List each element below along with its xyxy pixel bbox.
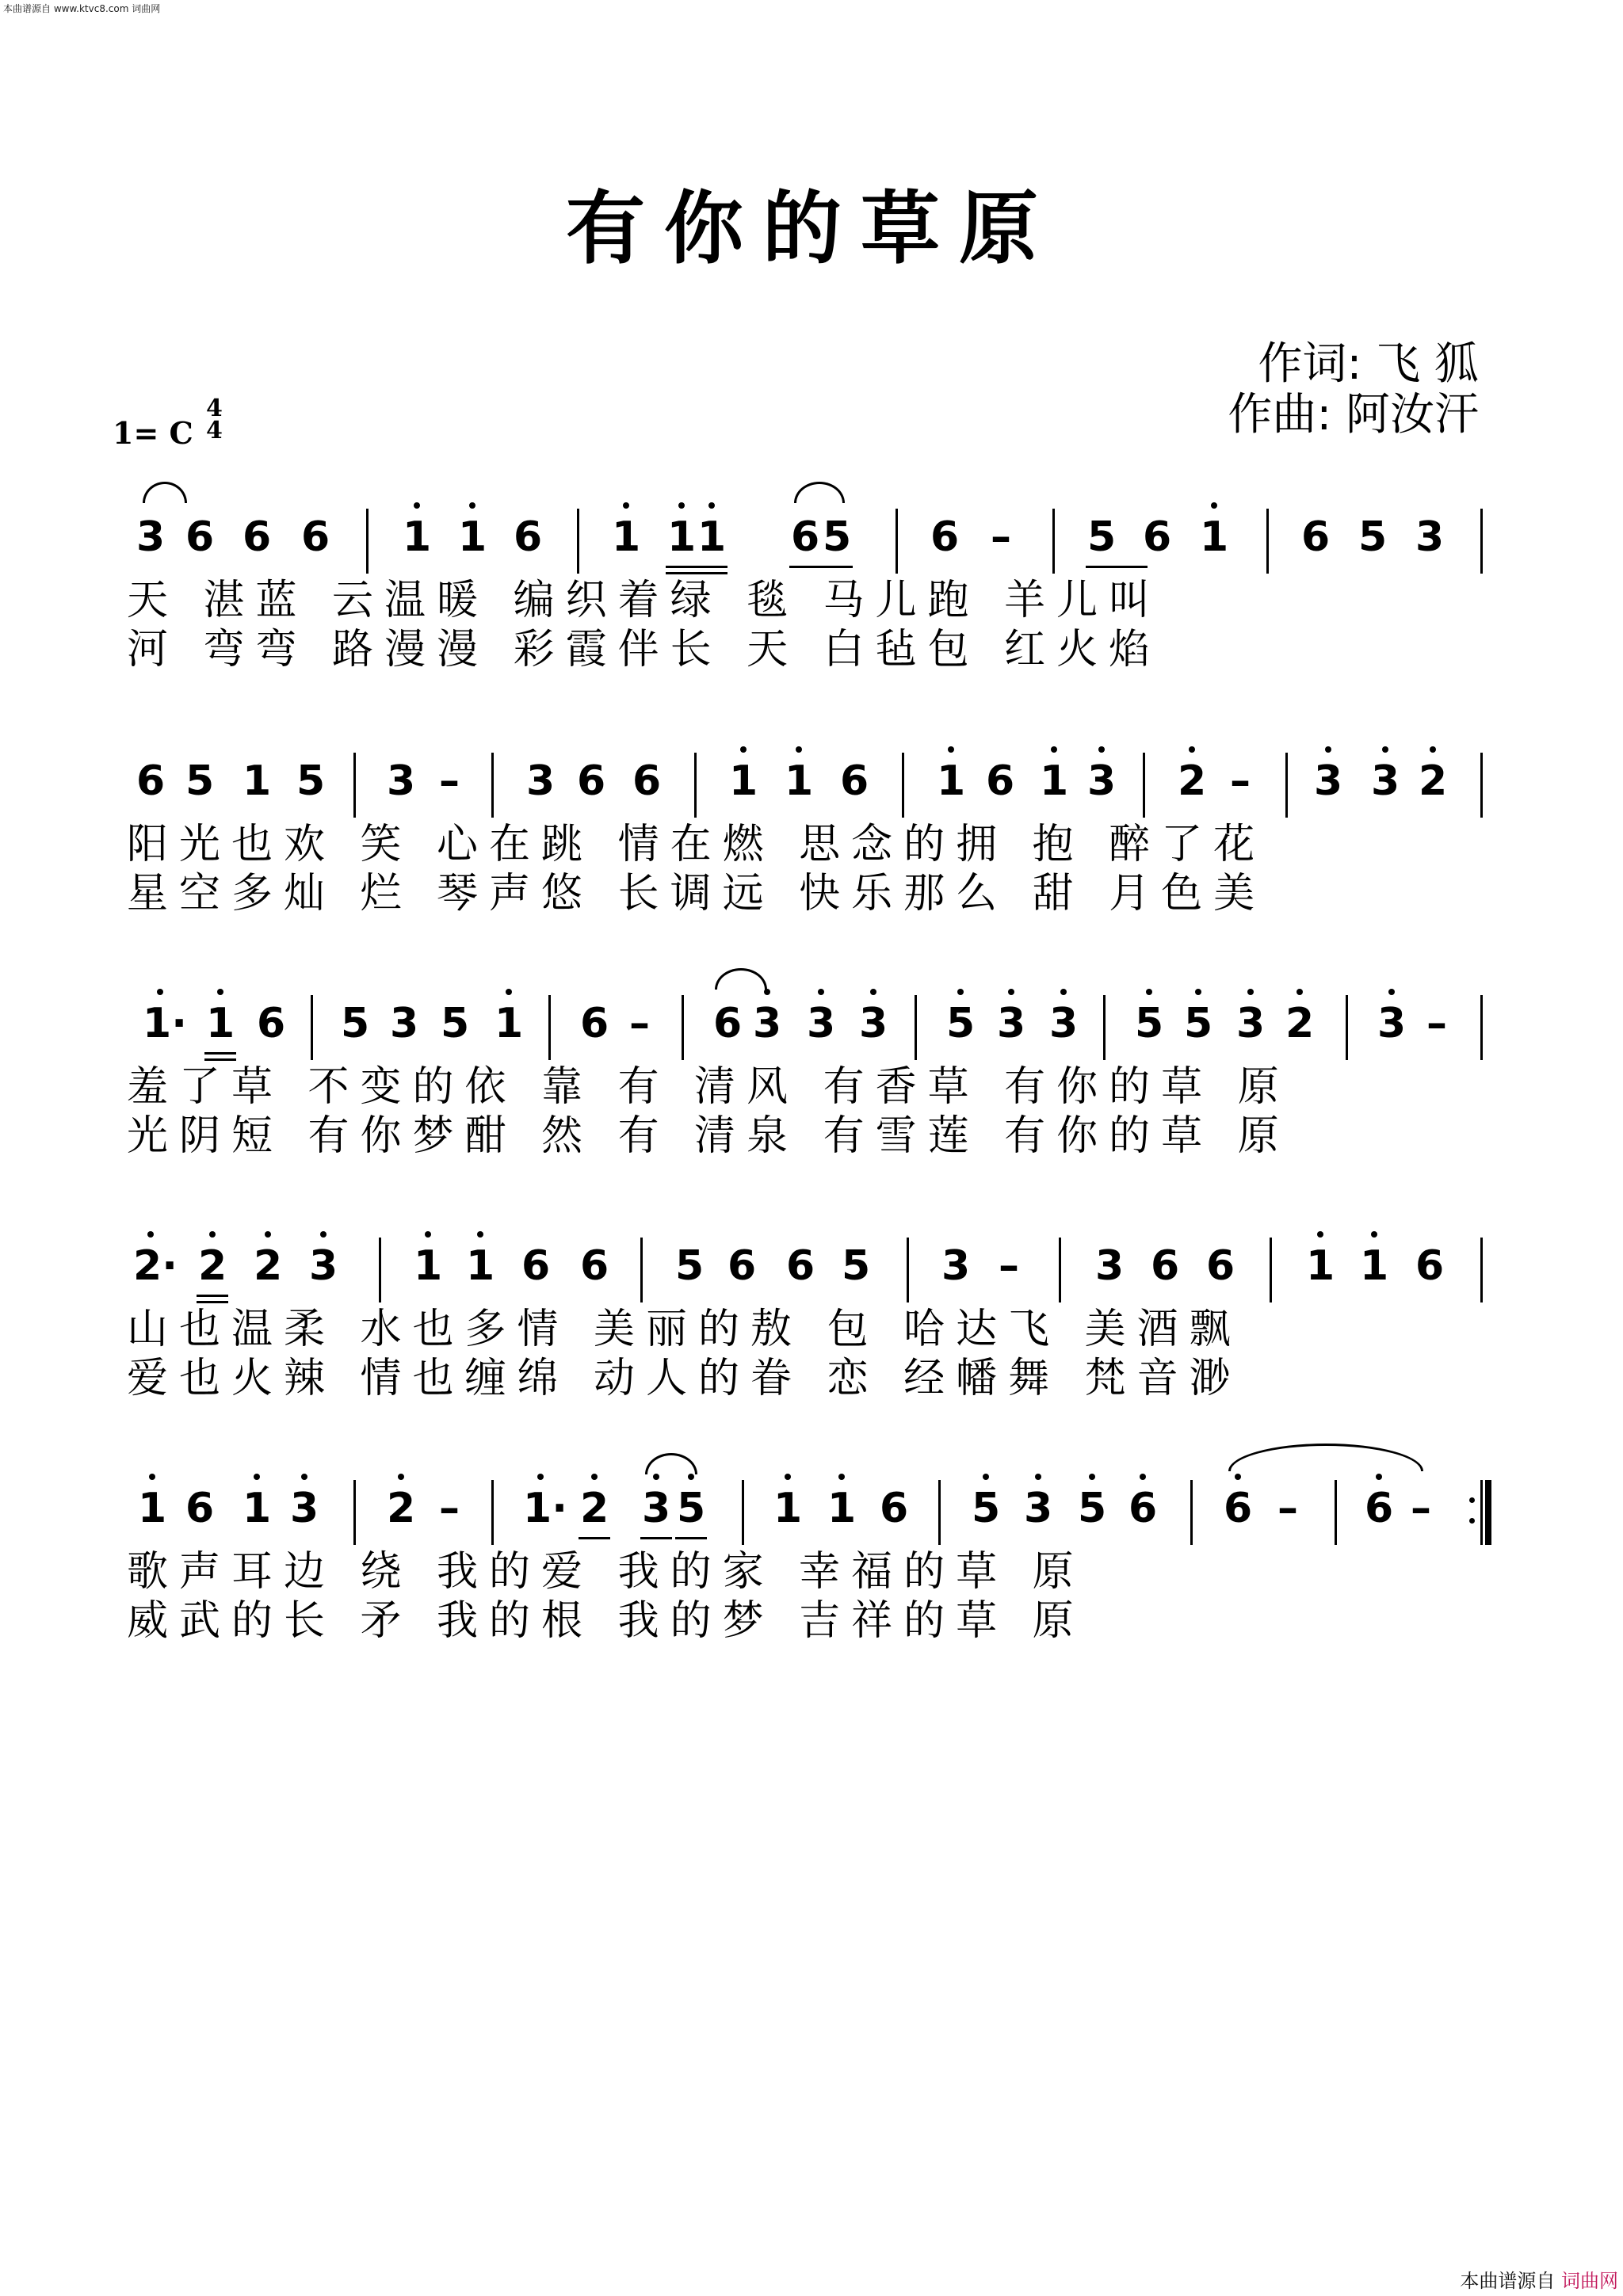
lyricist-credit: 作词: 飞 狐 (1258, 338, 1479, 390)
note: 5 (441, 1000, 470, 1047)
note: 3 (859, 1000, 888, 1047)
lyrics-verse-1: 歌声耳边 绕 我的爱 我的家 幸福的草 原 (127, 1548, 1085, 1596)
note: – (1277, 1485, 1298, 1532)
note: 1 (414, 1242, 442, 1290)
barline (311, 995, 313, 1060)
lyrics-verse-2: 星空多灿 烂 琴声悠 长调远 快乐那么 甜 月色美 (127, 870, 1266, 917)
note: 5 (185, 757, 215, 805)
note: 6 (713, 1000, 743, 1047)
note: 3 (1377, 1000, 1406, 1047)
barline (682, 995, 684, 1060)
note: 1 (242, 1485, 271, 1532)
note: 6 (880, 1485, 909, 1532)
score-line-5 (127, 1485, 1484, 1722)
note: 1 (458, 513, 487, 561)
note: 3 (1024, 1485, 1052, 1532)
note: 6 (1128, 1485, 1157, 1532)
barline (1270, 1238, 1272, 1302)
note: 6 (136, 757, 166, 805)
note: 2 (198, 1242, 227, 1290)
note: – (439, 1485, 460, 1532)
note: 5 (677, 1485, 705, 1532)
note: 1 (667, 513, 696, 561)
lyrics-verse-2: 河 弯弯 路漫漫 彩霞伴长 天 白毡包 红火焰 (127, 626, 1162, 673)
note: 2 (580, 1485, 609, 1532)
note: 6 (791, 513, 819, 561)
note: 3 (941, 1242, 971, 1290)
note: 1 (138, 1485, 166, 1532)
note: 1 (729, 757, 758, 805)
note: 5 (675, 1242, 705, 1290)
note: – (1426, 1000, 1447, 1047)
barline (896, 509, 898, 574)
note: 6 (786, 1242, 815, 1290)
barline (902, 753, 904, 818)
note: 1 (1306, 1242, 1335, 1290)
note: 1 (937, 757, 965, 805)
note: 3 (1236, 1000, 1265, 1047)
note: 1 (785, 757, 813, 805)
footer-source-tag (1460, 2265, 1618, 2293)
note: 3 (290, 1485, 319, 1532)
barline (1103, 995, 1106, 1060)
note: – (991, 513, 1011, 561)
barline (1059, 1238, 1061, 1302)
note: 2 (1285, 1000, 1314, 1047)
song-title: 有你的草原 (566, 181, 1057, 275)
note: 1 (1200, 513, 1228, 561)
note: 3 (1314, 757, 1342, 805)
note: 6 (521, 1242, 551, 1290)
note: – (1411, 1485, 1431, 1532)
note: 6 (257, 1000, 286, 1047)
note: 2 (254, 1242, 282, 1290)
note: 6 (301, 513, 330, 561)
note: 1 (1040, 757, 1068, 805)
barline (1480, 995, 1483, 1060)
note: – (1230, 757, 1251, 805)
note: 1 (1360, 1242, 1388, 1290)
note: 1 · (143, 1000, 187, 1047)
note: – (999, 1242, 1019, 1290)
note: 1 (242, 757, 272, 805)
note: 1 (403, 513, 431, 561)
note: 6 (1301, 513, 1331, 561)
barline (491, 753, 494, 818)
barline (1285, 753, 1288, 818)
note: 5 (972, 1485, 1000, 1532)
note: 2 (1419, 757, 1447, 805)
barline (353, 753, 356, 818)
slur (794, 482, 845, 503)
note: 2 · (133, 1242, 178, 1290)
note: 6 (1151, 1242, 1180, 1290)
note: 6 (514, 513, 543, 561)
note: 6 (1365, 1485, 1393, 1532)
score-line-2 (127, 757, 1484, 995)
barline (1480, 509, 1483, 574)
note: 3 (1415, 513, 1445, 561)
footer-tag-text: 本曲谱源自 (1460, 2270, 1556, 2292)
note: 3 (387, 757, 416, 805)
barline (915, 995, 917, 1060)
note: 6 (1143, 513, 1172, 561)
repeat-end-barline (1480, 1480, 1488, 1545)
note: 6 (727, 1242, 757, 1290)
note: 1 (697, 513, 726, 561)
score-line-1 (127, 513, 1484, 751)
note: 6 (840, 757, 869, 805)
time-top: 4 (206, 395, 223, 422)
note: 3 (1371, 757, 1400, 805)
note: 6 (242, 513, 272, 561)
note: 1 (773, 1485, 802, 1532)
note: 5 (823, 513, 851, 561)
note: 5 (296, 757, 326, 805)
footer-brand: 词曲网 (1561, 2270, 1618, 2292)
barline (379, 1238, 381, 1302)
barline (1266, 509, 1269, 574)
note: 6 (1415, 1242, 1445, 1290)
note: – (629, 1000, 650, 1047)
key-label: 1= C (113, 415, 193, 451)
note: 3 (753, 1000, 781, 1047)
header-source-tag: 本曲谱源自 www.ktvc8.com 词曲网 (3, 3, 161, 14)
barline (1052, 509, 1055, 574)
barline (1143, 753, 1145, 818)
note: 5 (1078, 1485, 1106, 1532)
note: 3 (1087, 757, 1116, 805)
note: 5 (1184, 1000, 1212, 1047)
lyrics-verse-2: 威武的长 矛 我的根 我的梦 吉祥的草 原 (127, 1597, 1085, 1645)
lyrics-verse-1: 羞了草 不变的依 靠 有 清风 有香草 有你的草 原 (127, 1063, 1290, 1111)
note: 3 (997, 1000, 1025, 1047)
lyrics-verse-2: 爱也火辣 情也缠绵 动人的眷 恋 经幡舞 梵音渺 (127, 1355, 1242, 1402)
lyrics-verse-1: 天 湛蓝 云温暖 编织着绿 毯 马儿跑 羊儿叫 (127, 577, 1162, 624)
note: 6 (1206, 1242, 1235, 1290)
note: 2 (387, 1485, 415, 1532)
barline (1346, 995, 1348, 1060)
score-line-4 (127, 1242, 1484, 1480)
credits (1228, 339, 1479, 441)
note: 1 (612, 513, 640, 561)
barline (366, 509, 369, 574)
lyrics-verse-2: 光阴短 有你梦酣 然 有 清泉 有雪莲 有你的草 原 (127, 1112, 1290, 1160)
lyrics-verse-1: 山也温柔 水也多情 美丽的敖 包 哈达飞 美酒飘 (127, 1306, 1242, 1353)
note: 3 (526, 757, 556, 805)
note: 5 (1358, 513, 1388, 561)
note: 6 (185, 1485, 215, 1532)
note: 5 (341, 1000, 370, 1047)
note: 6 (580, 1000, 609, 1047)
note: 1 (827, 1485, 856, 1532)
note: 3 (642, 1485, 670, 1532)
note: 5 (1087, 513, 1116, 561)
time-bottom: 4 (206, 417, 223, 444)
note: 5 (842, 1242, 871, 1290)
note: 1 (466, 1242, 495, 1290)
note: 3 (1049, 1000, 1078, 1047)
note: 3 (390, 1000, 419, 1047)
note: 3 (309, 1242, 338, 1290)
barline (938, 1480, 941, 1545)
note: 6 (185, 513, 215, 561)
barline (548, 995, 551, 1060)
lyrics-verse-1: 阳光也欢 笑 心在跳 情在燃 思念的拥 抱 醉了花 (127, 821, 1266, 868)
note: 6 (580, 1242, 609, 1290)
composer-credit: 作曲: 阿汝汗 (1228, 389, 1479, 441)
note: 3 (1095, 1242, 1125, 1290)
barline (1480, 1238, 1483, 1302)
barline (1335, 1480, 1337, 1545)
time-signature (206, 395, 223, 444)
note: – (439, 757, 460, 805)
barline (907, 1238, 909, 1302)
note: 1 (206, 1000, 235, 1047)
slur (143, 482, 187, 503)
barline (694, 753, 697, 818)
key-signature (113, 395, 223, 451)
note: 6 (632, 757, 662, 805)
barline (1480, 753, 1483, 818)
note: 5 (1135, 1000, 1163, 1047)
note: 2 (1178, 757, 1206, 805)
note: 5 (946, 1000, 975, 1047)
barline (577, 509, 579, 574)
note: 6 (930, 513, 960, 561)
barline (353, 1480, 356, 1545)
note: 3 (136, 513, 166, 561)
barline (742, 1480, 744, 1545)
note: 3 (807, 1000, 835, 1047)
note: 6 (577, 757, 606, 805)
barline (491, 1480, 494, 1545)
note: 1 (495, 1000, 523, 1047)
note: 6 (986, 757, 1015, 805)
note: 6 (1224, 1485, 1252, 1532)
score-line-3 (127, 1000, 1484, 1238)
note: 1 · (523, 1485, 567, 1532)
barline (1190, 1480, 1193, 1545)
barline (640, 1238, 643, 1302)
